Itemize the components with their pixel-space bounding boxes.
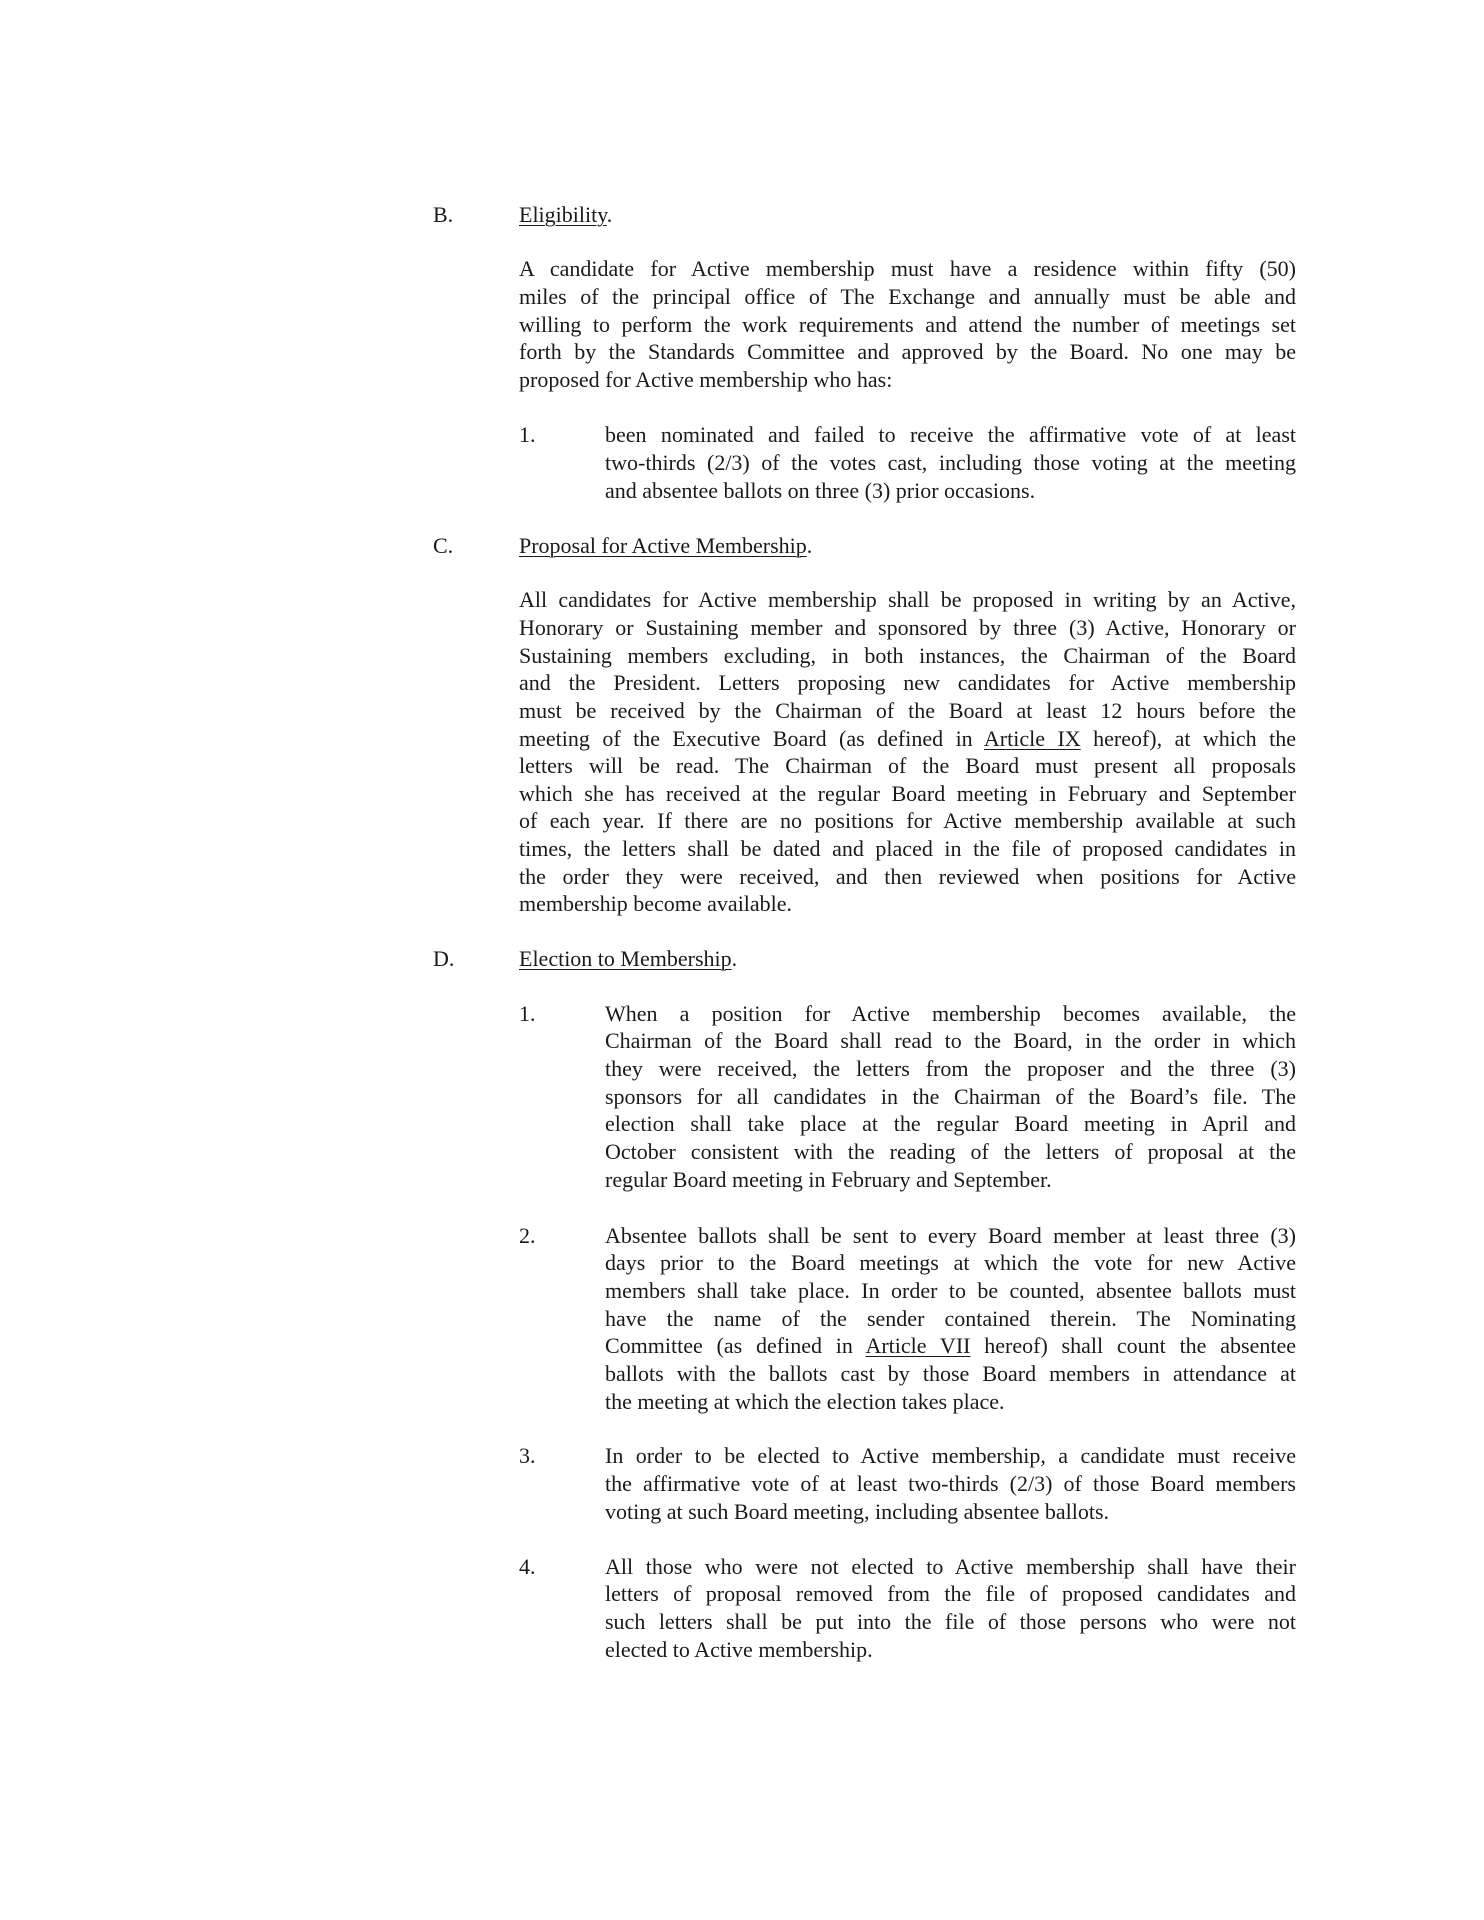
list-item-text bbox=[605, 1442, 1296, 1525]
text-line: All those who were not elected to Active membership shall have their bbox=[605, 1553, 1296, 1579]
text-line: willing to perform the work requirements and attend the number of meetings set bbox=[519, 311, 1296, 337]
text-line: they were received, the letters from the proposer and the three (3) bbox=[605, 1056, 1296, 1082]
text-line: the affirmative vote of at least two-thirds (2/3) of those Board members bbox=[605, 1471, 1296, 1497]
text-line: election shall take place at the regular Board meeting in April and bbox=[605, 1111, 1296, 1137]
text-line: such letters shall be put into the file of those persons who were not bbox=[605, 1609, 1296, 1634]
text-line bbox=[605, 1332, 1296, 1360]
cross-reference-link[interactable]: Article VII bbox=[865, 1333, 971, 1359]
section-letter: B. bbox=[433, 201, 454, 227]
text-line: forth by the Standards Committee and approved by the Board. No one may be bbox=[519, 339, 1296, 365]
list-item-number: 1. bbox=[519, 1000, 536, 1026]
text-line: times, the letters shall be dated and placed in the file of proposed candidates in bbox=[519, 836, 1296, 862]
text-line: been nominated and failed to receive the affirmative vote of at least bbox=[605, 422, 1296, 448]
text-line: of each year. If there are no positions for Active membership available at such bbox=[519, 808, 1296, 834]
text-line: ballots with the ballots cast by those Board members in attendance at bbox=[605, 1360, 1296, 1386]
text-line: the order they were received, and then reviewed when positions for Active bbox=[519, 863, 1296, 889]
section-paragraph bbox=[519, 586, 1296, 918]
text-line: sponsors for all candidates in the Chairman of the Board’s file. The bbox=[605, 1083, 1296, 1109]
text-line: Honorary or Sustaining member and sponsored by three (3) Active, Honorary or bbox=[519, 615, 1296, 640]
text-line: and the President. Letters proposing new candidates for Active membership bbox=[519, 670, 1296, 696]
text-line: and absentee ballots on three (3) prior occasions. bbox=[605, 477, 1036, 503]
text-line: All candidates for Active membership shall be proposed in writing by an Active, bbox=[519, 587, 1296, 613]
text-line: regular Board meeting in February and September. bbox=[605, 1166, 1052, 1192]
heading-period: . bbox=[606, 201, 613, 227]
text-line: members shall take place. In order to be counted, absentee ballots must bbox=[605, 1277, 1296, 1303]
text-line: letters of proposal removed from the file of proposed candidates and bbox=[605, 1581, 1296, 1607]
section-heading bbox=[519, 201, 612, 229]
section-heading-text: Eligibility bbox=[519, 201, 607, 227]
list-item-number: 1. bbox=[519, 422, 536, 448]
text-segment: meeting of the Executive Board (as defined in bbox=[519, 725, 984, 751]
text-line: Absentee ballots shall be sent to every Board member at least three (3) bbox=[605, 1222, 1296, 1248]
text-line: letters will be read. The Chairman of the Board must present all proposals bbox=[519, 753, 1296, 779]
text-segment: hereof) shall count the absentee bbox=[970, 1333, 1296, 1359]
list-item-text bbox=[605, 1553, 1296, 1664]
section-heading bbox=[519, 945, 737, 973]
text-line: must be received by the Chairman of the Board at least 12 hours before the bbox=[519, 697, 1296, 723]
cross-reference-link[interactable]: Article IX bbox=[983, 725, 1081, 751]
section-letter: C. bbox=[433, 532, 454, 558]
text-line: two-thirds (2/3) of the votes cast, including those voting at the meeting bbox=[605, 450, 1296, 476]
section-letter: D. bbox=[433, 946, 455, 972]
list-item-text bbox=[605, 1222, 1296, 1415]
text-line: October consistent with the reading of the letters of proposal at the bbox=[605, 1139, 1296, 1165]
text-line bbox=[519, 725, 1296, 753]
text-line: Chairman of the Board shall read to the Board, in the order in which bbox=[605, 1028, 1296, 1054]
text-line: miles of the principal office of The Exchange and annually must be able and bbox=[519, 283, 1296, 309]
text-line: proposed for Active membership who has: bbox=[519, 366, 893, 392]
text-line: days prior to the Board meetings at which the vote for new Active bbox=[605, 1250, 1296, 1276]
heading-period: . bbox=[806, 532, 813, 558]
text-line: voting at such Board meeting, including absentee ballots. bbox=[605, 1498, 1110, 1524]
text-line: which she has received at the regular Board meeting in February and September bbox=[519, 780, 1296, 806]
text-segment: hereof), at which the bbox=[1080, 725, 1296, 751]
section-heading bbox=[519, 532, 812, 560]
text-line: Sustaining members excluding, in both instances, the Chairman of the Board bbox=[519, 642, 1296, 668]
section-heading-text: Election to Membership bbox=[519, 946, 732, 972]
text-line: the meeting at which the election takes place. bbox=[605, 1388, 1005, 1414]
text-line: A candidate for Active membership must have a residence within fifty (50) bbox=[519, 256, 1296, 282]
list-item-text bbox=[605, 421, 1296, 504]
text-line: have the name of the sender contained therein. The Nominating bbox=[605, 1305, 1296, 1331]
text-line: membership become available. bbox=[519, 891, 793, 917]
list-item-number: 2. bbox=[519, 1222, 536, 1248]
section-heading-text: Proposal for Active Membership bbox=[519, 532, 807, 558]
list-item-text bbox=[605, 1000, 1296, 1193]
text-line: When a position for Active membership becomes available, the bbox=[605, 1000, 1296, 1026]
text-line: In order to be elected to Active membership, a candidate must receive bbox=[605, 1443, 1296, 1469]
list-item-number: 4. bbox=[519, 1553, 536, 1579]
text-line: elected to Active membership. bbox=[605, 1636, 873, 1662]
text-segment: Committee (as defined in bbox=[605, 1333, 866, 1359]
list-item-number: 3. bbox=[519, 1443, 536, 1469]
section-paragraph bbox=[519, 255, 1296, 393]
heading-period: . bbox=[731, 946, 738, 972]
